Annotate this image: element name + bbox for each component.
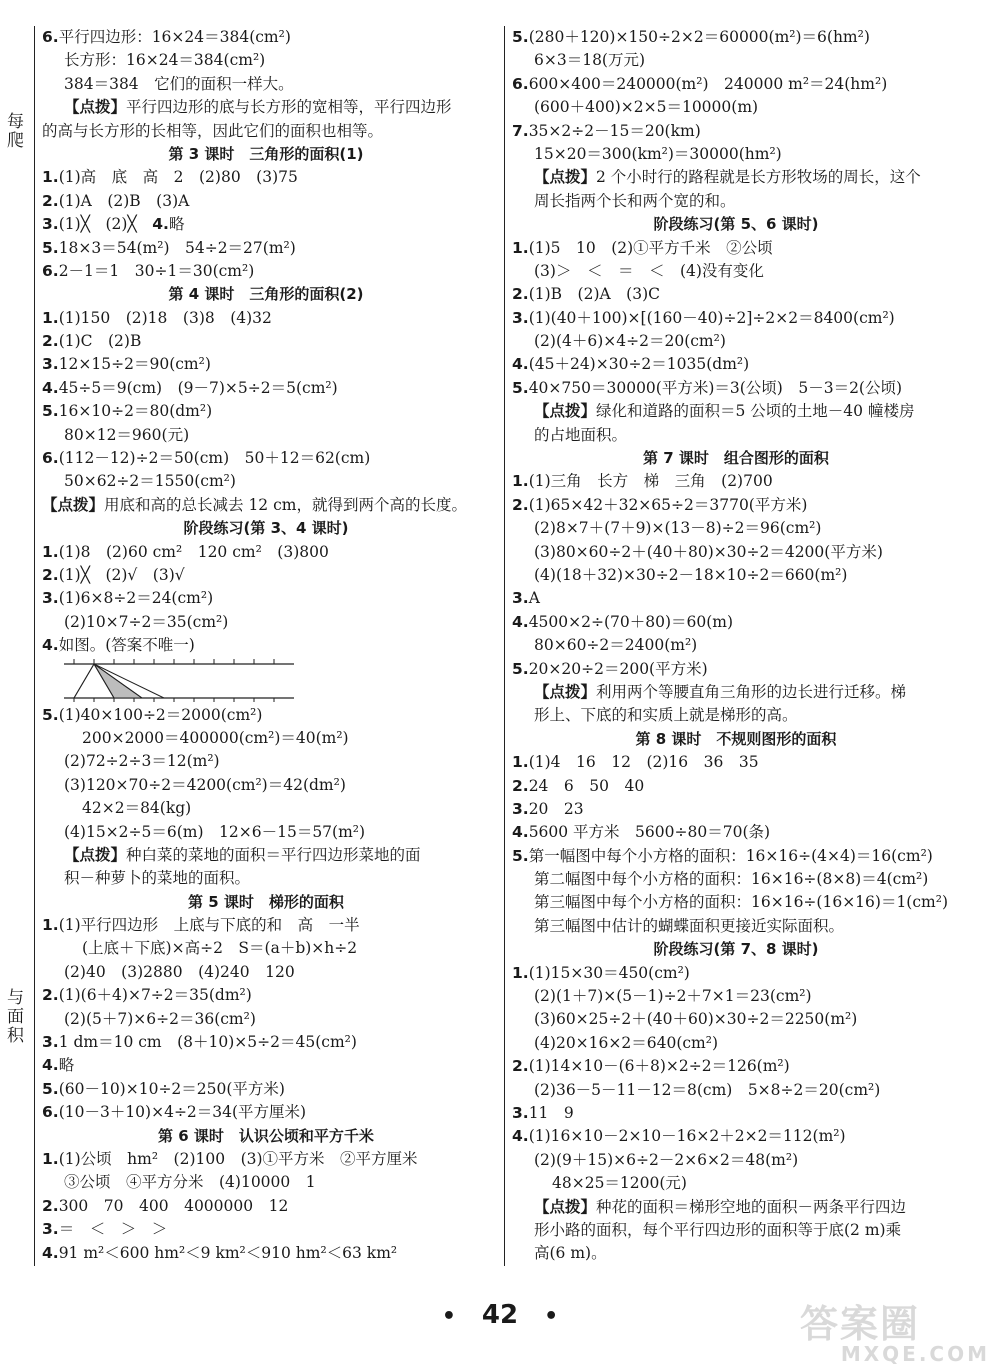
answer-line: 7.35×2÷2－15＝20(km) (512, 121, 701, 140)
answer-line: ③公顷 ④平方分米 (4)10000 1 (64, 1173, 316, 1192)
answer-line: 6.(10－3＋10)×4÷2＝34(平方厘米) (42, 1103, 307, 1122)
answer-line: 2.(1)14×10－(6＋8)×2÷2＝126(m²) (512, 1057, 790, 1076)
watermark-logo (800, 1304, 990, 1364)
tip-line: 【点拨】绿化和道路的面积＝5 公顷的土地－40 幢楼房 (534, 402, 915, 421)
answer-line: 5.40×750＝30000(平方米)＝3(公顷) 5－3＝2(公顷) (512, 378, 903, 397)
section-heading: 阶段练习(第 3、4 课时) (183, 519, 349, 538)
tip-line: 【点拨】平行四边形的底与长方形的宽相等，平行四边形 (64, 98, 452, 117)
answer-line: (4)15×2÷5＝6(m) 12×6－15＝57(m²) (64, 822, 366, 841)
answer-line: 第三幅图中估计的蝴蝶面积更接近实际面积。 (534, 916, 845, 935)
answer-line: 1.(1)5 10 (2)①平方千米 ②公顷 (512, 238, 773, 257)
side-label-top: 每爬 (3, 112, 23, 150)
side-label-bottom: 与面积 (3, 988, 23, 1045)
answer-line: 2.(1)╳ (2)√ (3)√ (42, 565, 185, 584)
answer-line: 42×2＝84(kg) (82, 799, 192, 818)
bullet-icon: • (544, 1304, 559, 1329)
section-heading: 第 4 课时 三角形的面积(2) (168, 285, 364, 304)
tip-line: 高(6 m)。 (534, 1244, 607, 1263)
triangle-figure (42, 658, 490, 704)
answer-line: 5.18×3＝54(m²) 54÷2＝27(m²) (42, 238, 296, 257)
answer-line: 5.20×20÷2＝200(平方米) (512, 659, 708, 678)
answer-line: 3.A (512, 589, 540, 608)
answer-line: (3)＞ ＜ ＝ ＜ (4)没有变化 (534, 261, 764, 280)
answer-line: 3.(1)6×8÷2＝24(cm²) (42, 589, 214, 608)
answer-line: 5.16×10÷2＝80(dm²) (42, 402, 213, 421)
tip-line: 形上、下底的和实质上就是梯形的高。 (534, 706, 798, 725)
answer-line: 第三幅图中每个小方格的面积：16×16÷(16×16)＝1(cm²) (534, 893, 948, 912)
answer-line: (2)36－5－11－12＝8(cm) 5×8÷2＝20(cm²) (534, 1080, 881, 1099)
answer-line: 2.(1)65×42＋32×65÷2＝3770(平方米) (512, 495, 808, 514)
answer-line: (2)10×7÷2＝35(cm²) (64, 612, 229, 631)
answer-line: (4)(18＋32)×30÷2－18×10÷2＝660(m²) (534, 565, 848, 584)
answer-line: 4.(45＋24)×30÷2＝1035(dm²) (512, 355, 750, 374)
answer-line: (3)120×70÷2＝4200(cm²)＝42(dm²) (64, 775, 346, 794)
answer-line: 2.(1)C (2)B (42, 332, 142, 351)
tip-line: 【点拨】用底和高的总长减去 12 cm，就得到两个高的长度。 (42, 495, 467, 514)
answer-line: 4.91 m²＜600 hm²＜9 km²＜910 hm²＜63 km² (42, 1243, 398, 1262)
answer-line: 3.＝ ＜ ＞ ＞ (42, 1220, 168, 1239)
answer-line: (4)20×16×2＝640(cm²) (534, 1033, 719, 1052)
answer-line: 384＝384 它们的面积一样大。 (64, 74, 294, 93)
answer-line: 5.(60－10)×10÷2＝250(平方米) (42, 1079, 285, 1098)
answer-line: 6.600×400＝240000(m²) 240000 m²＝24(hm²) (512, 74, 888, 93)
answer-line: (3)60×25÷2＋(40＋60)×30÷2＝2250(m²) (534, 1010, 858, 1029)
answer-line: 6×3＝18(万元) (534, 51, 646, 70)
answer-line: 15×20＝300(km²)＝30000(hm²) (534, 144, 782, 163)
answer-line: 4.4500×2÷(70＋80)＝60(m) (512, 612, 734, 631)
answer-line: 第二幅图中每个小方格的面积：16×16÷(8×8)＝4(cm²) (534, 870, 929, 889)
tip-line: 形小路的面积，每个平行四边形的面积等于底(2 m)乘 (534, 1220, 902, 1239)
answer-line: 长方形：16×24＝384(cm²) (64, 51, 266, 70)
answer-line: 1.(1)平行四边形 上底与下底的和 高 一半 (42, 916, 360, 935)
tip-line: 【点拨】种花的面积＝梯形空地的面积－两条平行四边 (534, 1197, 907, 1216)
answer-line: 1.(1)8 (2)60 cm² 120 cm² (3)800 (42, 542, 329, 561)
answer-line: (2)72÷2÷3＝12(m²) (64, 752, 220, 771)
answer-line: 2.(1)A (2)B (3)A (42, 191, 190, 210)
answer-line: 4.5600 平方米 5600÷80＝70(条) (512, 823, 771, 842)
column-divider (504, 26, 505, 1266)
answer-line: 2.24 6 50 40 (512, 776, 645, 795)
left-column (42, 26, 490, 1265)
answer-line: 1.(1)公顷 hm² (2)100 (3)①平方米 ②平方厘米 (42, 1149, 418, 1168)
answer-line: 1.(1)4 16 12 (2)16 36 35 (512, 753, 759, 772)
answer-line: 3.11 9 (512, 1103, 574, 1122)
section-heading: 第 8 课时 不规则图形的面积 (635, 729, 837, 748)
section-heading: 阶段练习(第 5、6 课时) (653, 215, 819, 234)
section-heading: 第 3 课时 三角形的面积(1) (168, 144, 364, 163)
bullet-icon: • (441, 1304, 456, 1329)
tip-line: 【点拨】种白菜的菜地的面积＝平行四边形菜地的面 (64, 845, 421, 864)
answer-line: (600＋400)×2×5＝10000(m) (534, 98, 759, 117)
answer-line: (2)(1＋7)×(5－1)÷2＋7×1＝23(cm²) (534, 987, 812, 1006)
answer-line: (2)8×7＋(7＋9)×(13－8)÷2＝96(cm²) (534, 519, 822, 538)
answer-line: 1.(1)高 底 高 2 (2)80 (3)75 (42, 168, 298, 187)
answer-line: 3.20 23 (512, 799, 584, 818)
answer-line: 3.12×15÷2＝90(cm²) (42, 355, 211, 374)
answer-line: 1.(1)三角 长方 梯 三角 (2)700 (512, 472, 773, 491)
watermark-url: MXQE.COM (840, 1342, 990, 1366)
answer-line: 6.(112－12)÷2＝50(cm) 50＋12＝62(cm) (42, 449, 371, 468)
answer-line: 80×12＝960(元) (64, 425, 190, 444)
tip-line: 周长指两个长和两个宽的和。 (534, 191, 736, 210)
answer-line: 3.1 dm＝10 cm (8＋10)×5÷2＝45(cm²) (42, 1033, 357, 1052)
answer-line: 48×25＝1200(元) (552, 1174, 687, 1193)
answer-line: 5.(280＋120)×150÷2×2＝60000(m²)＝6(hm²) (512, 28, 870, 46)
answer-line: 6.2－1＝1 30÷1＝30(cm²) (42, 261, 255, 280)
answer-line: (2)(4＋6)×4÷2＝20(cm²) (534, 332, 726, 351)
tip-line: 【点拨】2 个小时行的路程就是长方形牧场的周长，这个 (534, 168, 921, 187)
tip-line: 【点拨】利用两个等腰直角三角形的边长进行迁移。梯 (534, 682, 907, 701)
answer-line: 50×62÷2＝1550(cm²) (64, 472, 236, 491)
answer-line: 5.第一幅图中每个小方格的面积：16×16÷(4×4)＝16(cm²) (512, 846, 933, 865)
answer-line: 1.(1)15×30＝450(cm²) (512, 963, 690, 982)
answer-line: (2)(5＋7)×6÷2＝36(cm²) (64, 1009, 256, 1028)
answer-line: (3)80×60÷2＋(40＋80)×30÷2＝4200(平方米) (534, 542, 883, 561)
answer-line: 2.(1)(6＋4)×7÷2＝35(dm²) (42, 986, 252, 1005)
answer-line: 80×60÷2＝2400(m²) (534, 636, 698, 655)
right-column (512, 26, 960, 1266)
page-number: 42 (481, 1300, 519, 1330)
answer-line: 4.如图。(答案不唯一) (42, 636, 195, 655)
watermark-title: 答案圈 (800, 1302, 921, 1346)
tip-line: 的占地面积。 (534, 425, 628, 444)
answer-line: (2)(9＋15)×6÷2－2×6×2＝48(m²) (534, 1150, 799, 1169)
answer-line: 3.(1)(40＋100)×[(160－40)÷2]÷2×2＝8400(cm²) (512, 308, 895, 327)
answer-line: 6.平行四边形：16×24＝384(cm²) (42, 28, 291, 46)
left-margin-rule (34, 26, 35, 1266)
answer-line: (2)40 (3)2880 (4)240 120 (64, 962, 295, 981)
section-heading: 第 6 课时 认识公顷和平方千米 (158, 1126, 374, 1145)
section-heading: 阶段练习(第 7、8 课时) (653, 940, 819, 959)
answer-line: 1.(1)150 (2)18 (3)8 (4)32 (42, 308, 272, 327)
answer-line: 200×2000＝400000(cm²)＝40(m²) (82, 728, 349, 747)
section-heading: 第 5 课时 梯形的面积 (188, 892, 344, 911)
answer-line: 2.(1)B (2)A (3)C (512, 285, 660, 304)
answer-line: 5.(1)40×100÷2＝2000(cm²) (42, 705, 263, 724)
answer-line: 3.(1)╳ (2)╳ 4.略 (42, 215, 185, 234)
answer-line: 4.(1)16×10－2×10－16×2＋2×2＝112(m²) (512, 1127, 846, 1146)
tip-line: 的高与长方形的长相等，因此它们的面积也相等。 (42, 121, 384, 140)
answer-line: 4.略 (42, 1056, 75, 1075)
answer-line: 4.45÷5＝9(cm) (9－7)×5÷2＝5(cm²) (42, 378, 338, 397)
answer-line: 2.300 70 400 4000000 12 (42, 1196, 289, 1215)
tip-line: 积－种萝卜的菜地的面积。 (64, 869, 251, 888)
section-heading: 第 7 课时 组合图形的面积 (643, 449, 829, 468)
answer-line: (上底＋下底)×高÷2 S＝(a＋b)×h÷2 (82, 939, 358, 958)
